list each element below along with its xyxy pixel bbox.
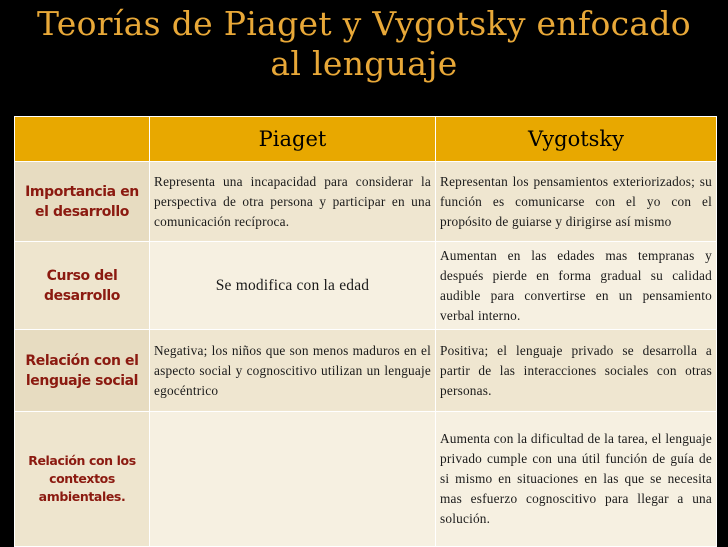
header-vygotsky: Vygotsky [436, 117, 717, 162]
header-corner-cell [15, 117, 150, 162]
header-piaget: Piaget [150, 117, 436, 162]
table-row [15, 330, 717, 412]
row-label-curso: Curso del desarrollo [15, 242, 150, 330]
cell-piaget-contextos [150, 412, 436, 547]
cell-vygotsky-importancia: Representan los pensamientos exteriorizados; su función es comunicarse con el yo con el propósito de guiarse y dirigirse así mismo [436, 162, 717, 242]
cell-vygotsky-contextos: Aumenta con la dificultad de la tarea, el lenguaje privado cumple con una útil función de guía de si mismo en situaciones en las que se necesita mas esfuerzo cognoscitivo para llegar a una solución. [436, 412, 717, 547]
cell-vygotsky-relacion-social: Positiva; el lenguaje privado se desarrolla a partir de las interacciones sociales con otras personas. [436, 330, 717, 412]
comparison-table [14, 116, 717, 547]
slide-title [0, 4, 728, 84]
slide-title-line-1: Teorías de Piaget y Vygotsky enfocado [37, 4, 691, 43]
table-row [15, 412, 717, 547]
cell-vygotsky-curso: Aumentan en las edades mas tempranas y después pierde en forma gradual su calidad audible para convertirse en un pensamiento verbal interno. [436, 242, 717, 330]
row-label-contextos: Relación con los contextos ambientales. [15, 412, 150, 547]
row-label-relacion-social: Relación con el lenguaje social [15, 330, 150, 412]
row-label-importancia: Importancia en el desarrollo [15, 162, 150, 242]
cell-piaget-relacion-social: Negativa; los niños que son menos maduros en el aspecto social y cognoscitivo utilizan un lenguaje egocéntrico [150, 330, 436, 412]
slide-title-line-2: al lenguaje [270, 44, 458, 83]
cell-piaget-curso: Se modifica con la edad [150, 242, 436, 330]
table-row [15, 242, 717, 330]
table-row [15, 162, 717, 242]
cell-piaget-importancia: Representa una incapacidad para considerar la perspectiva de otra persona y participar en una comunicación recíproca. [150, 162, 436, 242]
table-header-row [15, 117, 717, 162]
